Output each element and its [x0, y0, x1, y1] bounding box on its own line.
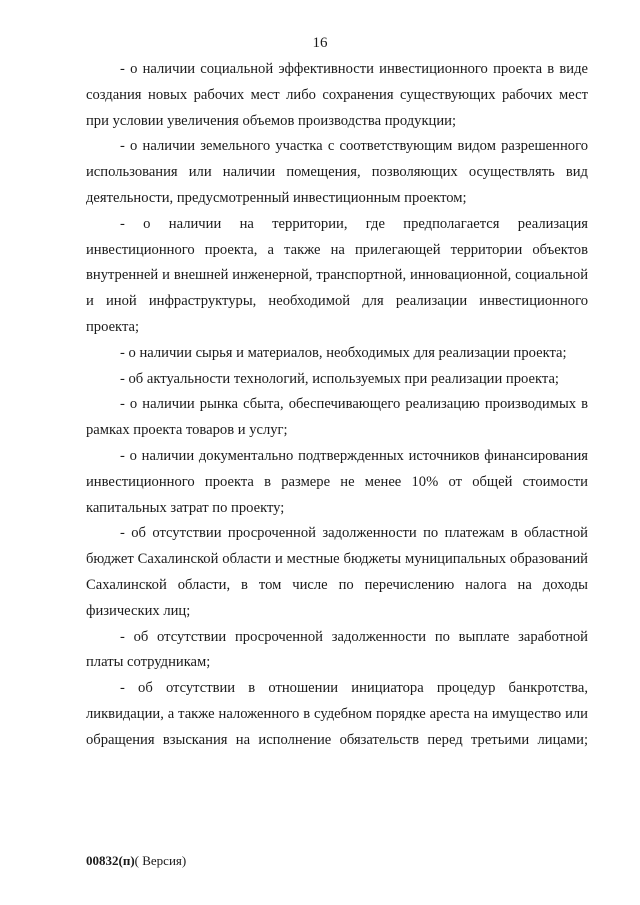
document-footer [86, 853, 186, 869]
paragraph-tax-debt: - об отсутствии просроченной задолженности по платежам в областной бюджет Сахалинской области и местные бюджеты муниципальных образований Сахалинской области, в том числе по перечислению налога на доходы физических лиц; [86, 525, 588, 619]
paragraph-infrastructure: - о наличии на территории, где предполагается реализация инвестиционного проекта, а также на прилегающей территории объектов внутренней и внешней инженерной, транспортной, инновационной, социальной и иной инфраструктуры, необходимой для реализации инвестиционного проекта; [86, 215, 588, 335]
document-code: 00832(п) [86, 853, 135, 868]
paragraph-land-plot: - о наличии земельного участка с соответствующим видом разрешенного использования или наличии помещения, позволяющих осуществлять вид деятельности, предусмотренный инвестиционным проектом; [86, 138, 588, 206]
document-body [86, 57, 588, 754]
page-number: 16 [312, 35, 328, 51]
paragraph-bankruptcy: - об отсутствии в отношении инициатора процедур банкротства, ликвидации, а также наложенного в судебном порядке ареста на имущество или обращения взыскания на исполнение обязательств перед третьими лицами; [86, 680, 588, 748]
document-version: ( Версия) [134, 853, 187, 868]
paragraph-funding-sources: - о наличии документально подтвержденных источников финансирования инвестиционного проекта в размере не менее 10% от общей стоимости капитальных затрат по проекту; [86, 447, 588, 516]
paragraph-technology: - об актуальности технологий, используемых при реализации проекта; [120, 370, 559, 387]
paragraph-salary-debt: - об отсутствии просроченной задолженности по выплате заработной платы сотрудникам; [86, 628, 588, 671]
paragraph-social-efficiency: - о наличии социальной эффективности инвестиционного проекта в виде создания новых рабочих мест либо сохранения существующих рабочих мест при условии увеличения объемов производства продукции; [86, 61, 588, 129]
paragraph-sales-market: - о наличии рынка сбыта, обеспечивающего реализацию производимых в рамках проекта товаров и услуг; [86, 396, 588, 439]
paragraph-raw-materials: - о наличии сырья и материалов, необходимых для реализации проекта; [120, 344, 567, 361]
